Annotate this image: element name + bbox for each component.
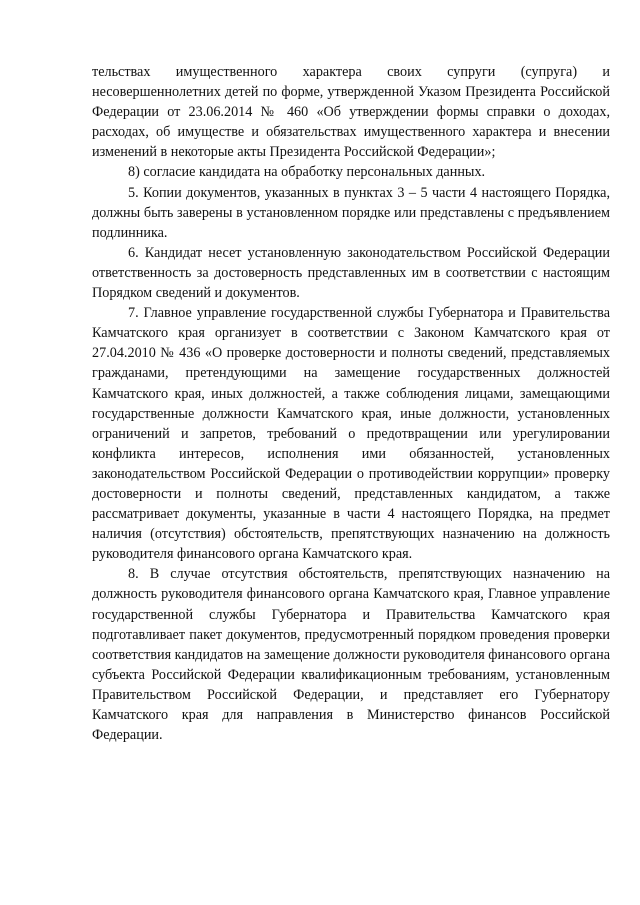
document-body — [92, 62, 610, 745]
paragraph-5: 5. Копии документов, указанных в пунктах 3 – 5 части 4 настоящего Порядка, должны быть заверены в установленном порядке или представлены с предъявлением подлинника. — [92, 184, 610, 241]
paragraph-6: 6. Кандидат несет установленную законодательством Российской Федерации ответственность за достоверность представленных им в соответствии с настоящим Порядком сведений и документов. — [92, 244, 610, 302]
paragraph-7: 7. Главное управление государственной службы Губернатора и Правительства Камчатского края организует в соответствии с Законом Камчатского края от 27.04.2010 № 436 «О проверке достоверности и полноты сведений, представляемых гражданами, претендующими на замещение государственных должностей Камчатского края, иных должностей, а также соблюдения лицами, замещающими государственные должности Камчатского края, иные должности, установленных ограничений и запретов, требований о предотвращении или урегулировании конфликта интересов, исполнения ими обязанностей, установленных законодательством Российской Федерации о противодействии коррупции» проверку достоверности и полноты сведений, представленных кандидатом, а также рассматривает документы, указанные в части 4 настоящего Порядка, на предмет наличия (отсутствия) обстоятельств, препятствующих назначению на должность руководителя финансового органа Камчатского края. — [92, 305, 610, 563]
paragraph-8: 8. В случае отсутствия обстоятельств, препятствующих назначению на должность руководителя финансового органа Камчатского края, Главное управление государственной службы Губернатора и Правительства Камчатского края подготавливает пакет документов, предусмотренный порядком проведения проверки соответствия кандидатов на замещение должности руководителя финансового органа субъекта Российской Федерации квалификационным требованиям, установленным Правительством Российской Федерации, и представляет его Губернатору Камчатского края для направления в Министерство финансов Российской Федерации. — [92, 566, 610, 744]
paragraph-item-8: 8) согласие кандидата на обработку персональных данных. — [128, 164, 486, 181]
paragraph-continuation: тельствах имущественного характера своих супруги (супруга) и несовершеннолетних детей по форме, утвержденной Указом Президента Российской Федерации от 23.06.2014 № 460 «Об утверждении формы справки о доходах, расходах, об имуществе и обязательствах имущественного характера и внесении изменений в некоторые акты Президента Российской Федерации»; — [92, 64, 610, 161]
